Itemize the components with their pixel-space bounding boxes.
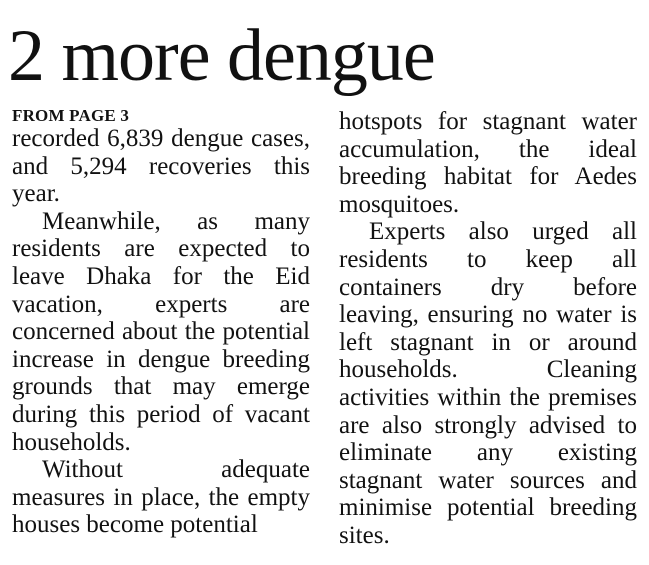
article-column-left	[12, 106, 310, 539]
paragraph: hotspots for stagnant water accumulation, the ideal breeding habitat for Aedes mosquitoes.	[339, 108, 637, 218]
headline: 2 more dengue	[8, 15, 435, 97]
paragraph: Experts also urged all residents to keep all containers dry before leaving, ensuring no water is left stagnant in or around households. Cleaning activities within the premises are also strongly advised to eliminate any existing stagnant water sources and minimise potential breeding sites.	[339, 218, 637, 549]
paragraph: Without adequate measures in place, the empty houses become potential	[12, 456, 310, 539]
paragraph: Meanwhile, as many residents are expected to leave Dhaka for the Eid vacation, experts are concerned about the potential increase in dengue breeding grounds that may emerge during this period of vacant households.	[12, 207, 310, 456]
paragraph: recorded 6,839 dengue cases, and 5,294 recoveries this year.	[12, 125, 310, 208]
continuation-kicker: FROM PAGE 3	[12, 106, 130, 125]
article-column-right	[339, 108, 637, 550]
